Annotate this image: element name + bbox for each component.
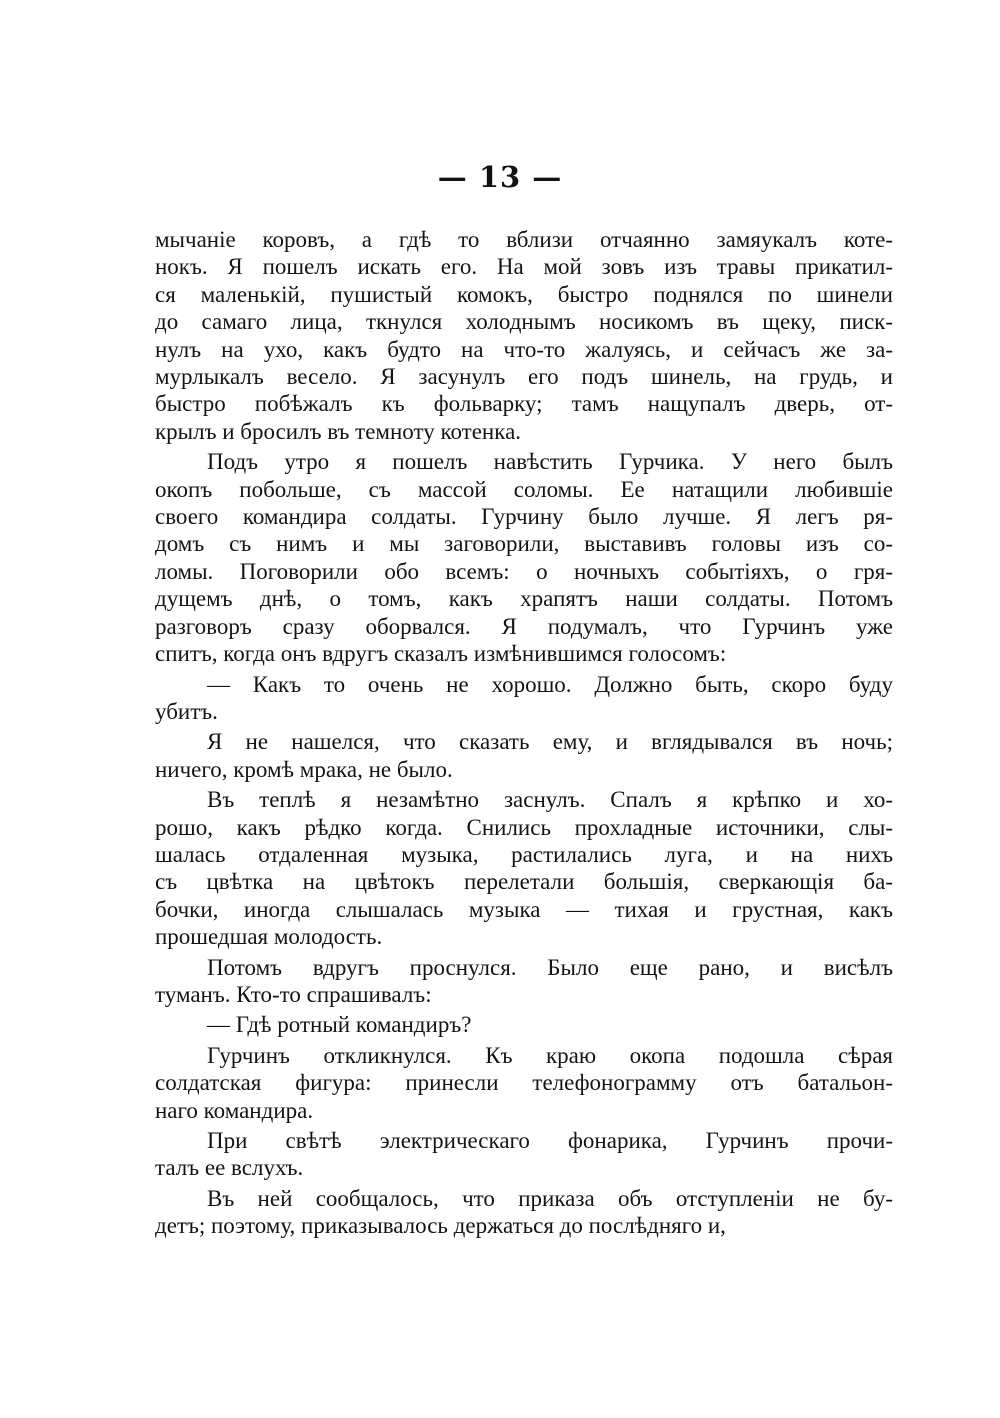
text-line: шалась отдаленная музыка, растилались луга, и на нихъ — [155, 841, 893, 867]
text-line: прошедшая молодость. — [155, 924, 383, 950]
text-line: мурлыкалъ весело. Я засунулъ его подъ шинель, на грудь, и — [155, 364, 893, 390]
text-line: Потомъ вдругъ проснулся. Было еще рано, и висѣлъ — [207, 954, 893, 980]
paragraph — [155, 226, 893, 445]
text-line: окопъ побольше, съ массой соломы. Ее натащили любившiе — [155, 476, 893, 502]
page-number: — 13 — — [437, 160, 563, 194]
text-line: туманъ. Кто-то спрашивалъ: — [155, 981, 432, 1007]
paragraph — [155, 671, 893, 726]
text-line: своего командира солдаты. Гурчину было лучше. Я легъ ря- — [155, 504, 893, 530]
text-line: мычанiе коровъ, а гдѣ то вблизи отчаянно замяукалъ коте- — [155, 227, 893, 252]
text-line: детъ; поэтому, приказывалось держаться до послѣдняго и, — [155, 1213, 726, 1239]
body-text — [155, 226, 893, 1243]
text-line: убитъ. — [155, 698, 218, 724]
text-line: нокъ. Я пошелъ искать его. На мой зовъ изъ травы прикатил- — [155, 254, 893, 280]
text-line: быстро побѣжалъ къ фольварку; тамъ нащупалъ дверь, от- — [155, 391, 893, 417]
text-line: спитъ, когда онъ вдругъ сказалъ измѣнившимся голосомъ: — [155, 641, 727, 667]
text-line: талъ ее вслухъ. — [155, 1155, 304, 1181]
text-line: Подъ утро я пошелъ навѣстить Гурчика. У него былъ — [207, 449, 893, 475]
text-line: рошо, какъ рѣдко когда. Снились прохладные источники, слы- — [155, 814, 893, 840]
paragraph — [155, 1185, 893, 1240]
text-line: — Какъ то очень не хорошо. Должно быть, скоро буду — [207, 671, 893, 697]
text-line: крылъ и бросилъ въ темноту котенка. — [155, 418, 522, 444]
paragraph — [155, 448, 893, 667]
text-line: ся маленькiй, пушистый комокъ, быстро поднялся по шинели — [155, 281, 893, 307]
paragraph — [155, 954, 893, 1009]
text-line: разговоръ сразу оборвался. Я подумалъ, что Гурчинъ уже — [155, 613, 893, 639]
text-line: При свѣтѣ электрическаго фонарика, Гурчинъ прочи- — [207, 1128, 893, 1153]
text-line: до самаго лица, ткнулся холоднымъ носикомъ въ щеку, писк- — [155, 309, 893, 335]
text-line: Гурчинъ откликнулся. Къ краю окопа подошла сѣрая — [207, 1042, 893, 1068]
text-line: съ цвѣтка на цвѣтокъ перелетали большiя, сверкающiя ба- — [155, 869, 893, 895]
paragraph — [155, 1042, 893, 1124]
paragraph — [155, 1127, 893, 1182]
text-line: Въ теплѣ я незамѣтно заснулъ. Спалъ я крѣпко и хо- — [207, 787, 893, 813]
paragraph — [155, 786, 893, 950]
paragraph — [155, 1011, 893, 1038]
text-line: Въ ней сообщалось, что приказа объ отступленiи не бу- — [207, 1185, 893, 1211]
paragraph — [155, 728, 893, 783]
text-line: солдатская фигура: принесли телефонограмму отъ батальон- — [155, 1070, 893, 1096]
text-line: наго командира. — [155, 1097, 314, 1123]
text-line: нулъ на ухо, какъ будто на что-то жалуясь, и сейчасъ же за- — [155, 336, 893, 362]
text-line: Я не нашелся, что сказать ему, и вглядывался въ ночь; — [207, 729, 893, 755]
text-line: бочки, иногда слышалась музыка — тихая и грустная, какъ — [155, 896, 893, 922]
text-line: домъ съ нимъ и мы заговорили, выставивъ головы изъ со- — [155, 531, 893, 557]
text-line: — Гдѣ ротный командиръ? — [207, 1012, 472, 1038]
text-line: ничего, кромѣ мрака, не было. — [155, 756, 453, 782]
text-line: дущемъ днѣ, о томъ, какъ храпятъ наши солдаты. Потомъ — [155, 586, 893, 612]
text-line: ломы. Поговорили обо всемъ: о ночныхъ событiяхъ, о гря- — [155, 558, 893, 584]
